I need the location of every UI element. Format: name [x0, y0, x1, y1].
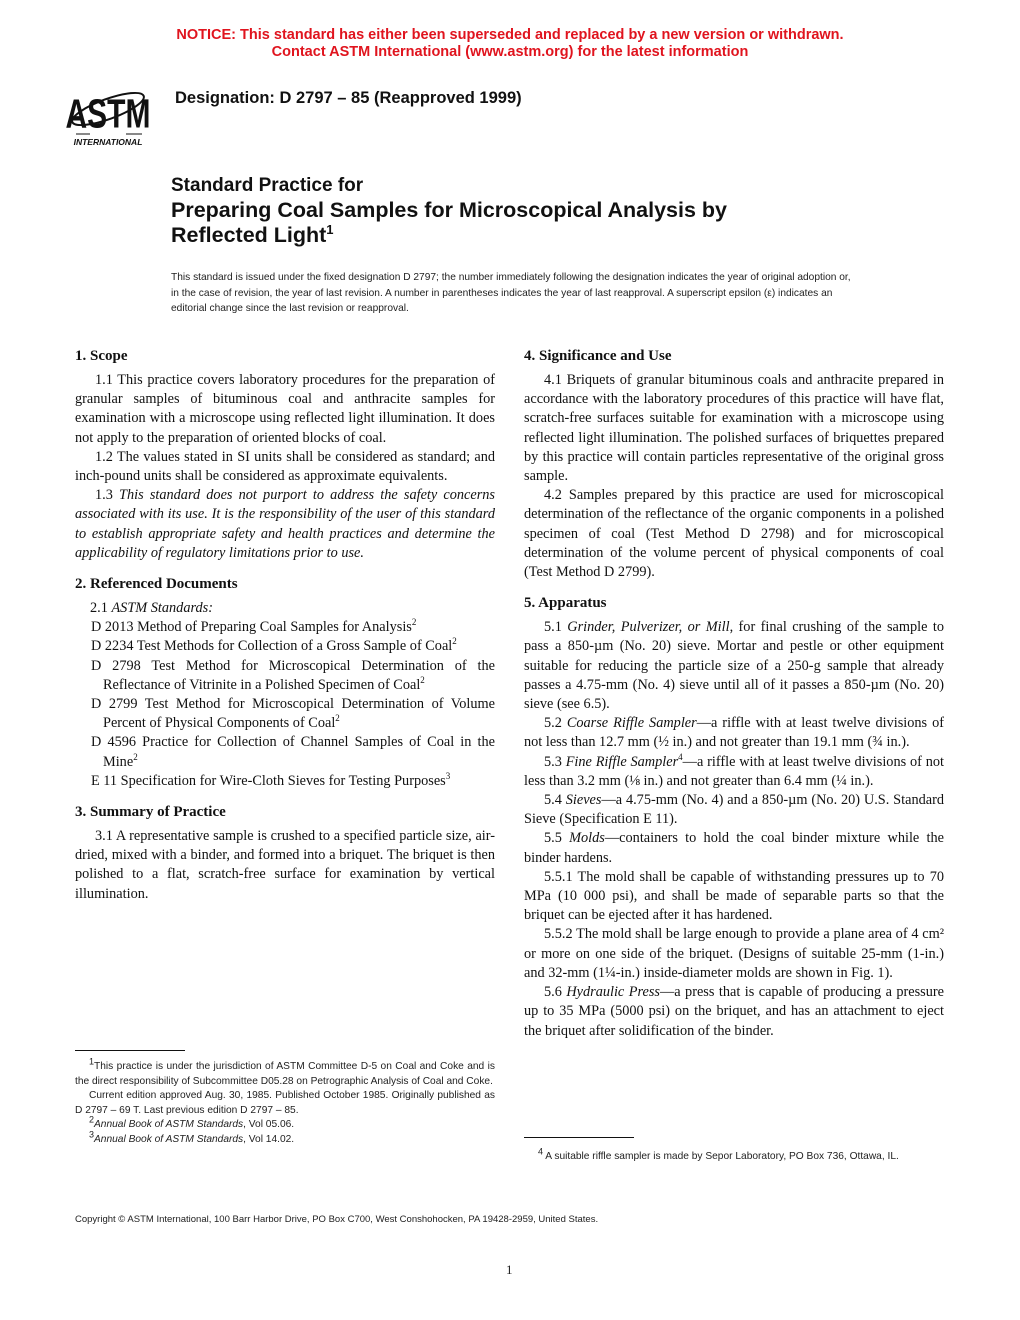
apparatus-item: 5.1 Grinder, Pulverizer, or Mill, for final crushing of the sample to pass a 850-µm (No. 20) sieve. Mortar and pestle or other equipment suitable for reducing the particle size of a 250-g sample that already passes a 4.75-mm (No. 4) sieve until all of it passes a 850-µm (No. 20) sieve (see 6.5). — [524, 619, 944, 713]
astm-logo-icon — [64, 76, 160, 148]
astm-standards-label: 2.1 ASTM Standards: — [90, 600, 213, 617]
page-number: 1 — [506, 1262, 513, 1277]
reference-item[interactable]: D 2798 Test Method for Microscopical Determination of the Reflectance of Vitrinite in a Polished Specimen of Coal$^2$ — [91, 657, 495, 693]
apparatus-item: 5.6 Hydraulic Press—a press that is capable of producing a pressure up to 35 MPa (5000 psi) on the briquet, and has an attachment to eject the briquet after solidification of the binder. — [524, 984, 944, 1039]
issuance-note: This standard is issued under the fixed designation D 2797; the number immediately following the designation indicates the year of original adoption or, in the case of revision, the year of last revision. A number in parentheses indicates the year of last reapproval. A superscript epsilon (ε) indicates an editorial change since the last revision or reapproval. — [171, 272, 851, 314]
designation: Designation: D 2797 – 85 (Reapproved 1999) — [175, 89, 522, 107]
copyright-notice: Copyright © ASTM International, 100 Barr Harbor Drive, PO Box C700, West Conshohocken, PA 19428-2959, United States. — [75, 1214, 599, 1225]
section-heading-significance: 4. Significance and Use — [524, 348, 672, 364]
right-column — [524, 346, 944, 1041]
paragraph-4-2: 4.2 Samples prepared by this practice are used for microscopical determination of the reflectance of the organic components in a polished specimen of coal (Test Method D 2798) and for microscopical determination of the volume percent of physical components of coal (Test Method D 2799). — [524, 487, 944, 581]
reference-item[interactable]: D 2013 Method of Preparing Coal Samples for Analysis$^2$ — [91, 617, 417, 636]
section-heading-apparatus: 5. Apparatus — [524, 595, 607, 612]
apparatus-item: 5.4 Sieves—a 4.75-mm (No. 4) and a 850-µm (No. 20) U.S. Standard Sieve (Specification E 11). — [524, 792, 944, 828]
safety-statement: This standard does not purport to address the safety concerns associated with its use. It is the responsibility of the user of this standard to establish appropriate safety and health practices and determine the applicability of regulatory limitations prior to use. — [75, 487, 495, 561]
footnote-ref-4[interactable]: 4 — [678, 751, 683, 762]
footnote-divider — [75, 1050, 185, 1051]
footnote-divider — [524, 1137, 634, 1138]
apparatus-item: 5.5.1 The mold shall be capable of withstanding pressures up to 70 MPa (10 000 psi), and shall be made of separable parts so that the briquet can be ejected after it has hardened. — [524, 868, 944, 924]
section-heading-scope: 1. Scope — [75, 348, 128, 364]
withdrawn-notice — [0, 27, 1020, 61]
apparatus-item: 5.5.2 The mold shall be large enough to provide a plane area of 4 cm² or more on one side of the briquet. (Designs of suitable 25-mm (1-in.) and 32-mm (1¼-in.) inside-diameter molds are shown in Fig. 1). — [524, 926, 944, 981]
reference-item[interactable]: E 11 Specification for Wire-Cloth Sieves for Testing Purposes$^3$ — [91, 771, 451, 789]
document-title — [171, 174, 727, 248]
paragraph-4-1: 4.1 Briquets of granular bituminous coals and anthracite prepared in accordance with the laboratory procedures of this practice will have flat, scratch-free surfaces suitable for examination with a microscope using reflected light illumination. The polished surfaces of briquettes prepared by this practice will contain particles representative of the original gross sample. — [524, 372, 944, 485]
footnote-4: $^4$ A suitable riffle sampler is made by Sepor Laboratory, PO Box 736, Ottawa, IL. — [538, 1146, 899, 1162]
title-line-1: Standard Practice for — [171, 175, 364, 196]
logo-text: ASTM — [65, 90, 151, 137]
title-line-2: Preparing Coal Samples for Microscopical Analysis by — [171, 198, 727, 222]
notice-line-1: NOTICE: This standard has either been superseded and replaced by a new version or withdrawn. — [176, 27, 844, 43]
paragraph-1-1: 1.1 This practice covers laboratory procedures for the preparation of granular samples of bituminous coal and anthracite samples for examination with a microscope using reflected light illumination. It does not apply to the preparation of oriented blocks of coal. — [75, 372, 495, 446]
paragraph-1-3: 1.3 This standard does not purport to address the safety concerns associated with its use. It is the responsibility of the user of this standard to establish appropriate safety and health practices and determine the applicability of regulatory limitations prior to use. — [75, 487, 495, 561]
footnote-1-edition: Current edition approved Aug. 30, 1985. Published October 1985. Originally published as D 2797 – 69 T. Last previous edition D 2797 – 85. — [75, 1090, 495, 1116]
footnote-3: $^3$Annual Book of ASTM Standards, Vol 14.02. — [89, 1129, 295, 1145]
apparatus-item: 5.2 Coarse Riffle Sampler—a riffle with at least twelve divisions of not less than 12.7 mm (½ in.) and not greater than 19.1 mm (¾ in.). — [524, 715, 944, 751]
notice-line-2: Contact ASTM International (www.astm.org) for the latest information — [271, 44, 749, 60]
title-footnote-mark[interactable]: 1 — [326, 221, 334, 237]
footnotes-left — [75, 1056, 495, 1147]
section-heading-referenced-documents: 2. Referenced Documents — [75, 576, 238, 593]
apparatus-item: 5.5 Molds—containers to hold the coal binder mixture while the binder hardens. — [524, 830, 944, 866]
apparatus-item: 5.3 Fine Riffle Sampler$^4$—a riffle with at least twelve divisions of not less than 3.2 mm (⅛ in.) and not greater than 6.4 mm (¼ in.). — [524, 751, 944, 789]
footnote-2: $^2$Annual Book of ASTM Standards, Vol 05.06. — [89, 1114, 295, 1130]
paragraph-1-2: 1.2 The values stated in SI units shall be considered as standard; and inch-pound units shall be considered as approximate equivalents. — [75, 448, 495, 485]
footnote-1: $^1$This practice is under the jurisdiction of ASTM Committee D-5 on Coal and Coke and is the direct responsibility of Subcommittee D05.28 on Petrographic Analysis of Coal and Coke. — [75, 1056, 495, 1087]
footnotes-right — [524, 1146, 949, 1165]
logo-subtext: INTERNATIONAL — [73, 137, 143, 147]
paragraph-3-1: 3.1 A representative sample is crushed to a specified particle size, air-dried, mixed with a binder, and formed into a briquet. The briquet is then polished to a flat, scratch-free surface for examination by vertical illumination. — [75, 828, 495, 902]
reference-item[interactable]: D 4596 Practice for Collection of Channel Samples of Coal in the Mine$^2$ — [91, 734, 495, 770]
title-line-3: Reflected Light — [171, 223, 327, 247]
reference-item[interactable]: D 2234 Test Methods for Collection of a Gross Sample of Coal$^2$ — [91, 636, 457, 655]
left-column — [75, 346, 495, 904]
section-heading-summary: 3. Summary of Practice — [75, 804, 226, 821]
reference-item[interactable]: D 2799 Test Method for Microscopical Determination of Volume Percent of Physical Components of Coal$^2$ — [91, 696, 495, 732]
